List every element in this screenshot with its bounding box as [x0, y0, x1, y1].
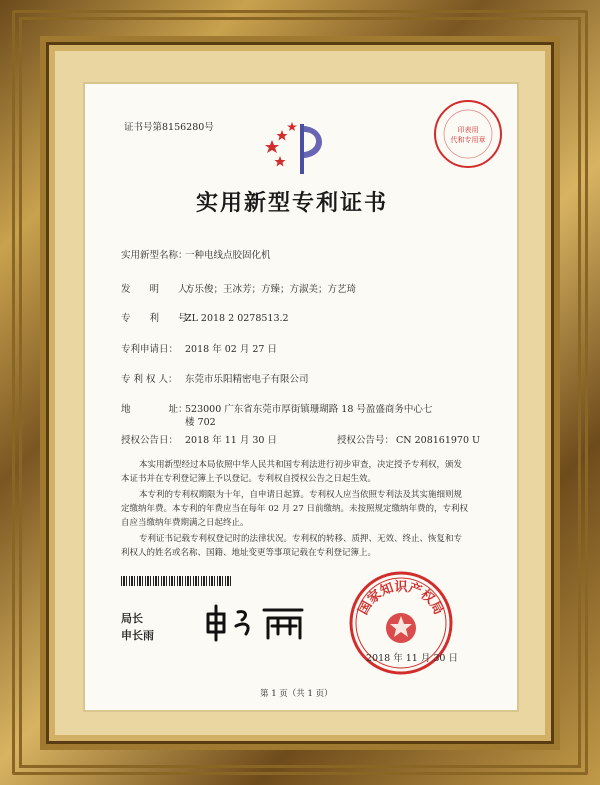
- grant-number-label: 授权公告号：: [337, 435, 395, 446]
- cnipa-logo-icon: [262, 118, 338, 178]
- svg-text:国家知识产权局: 国家知识产权局: [355, 580, 447, 618]
- inventor-label: 发 明 人：: [121, 284, 198, 295]
- body-text-line: 定缴纳年费。本专利的年费应当在每年 02 月 27 日前缴纳。未按照规定缴纳年费的，专利权: [121, 504, 468, 514]
- body-text-line: 本证书并在专利登记簿上予以登记。专利权自授权公告之日起生效。: [121, 474, 377, 484]
- filing-date-value: 2018 年 02 月 27 日: [185, 344, 277, 355]
- utility-name-value: 一种电线点胶固化机: [185, 250, 271, 261]
- certificate-number: 证书号第8156280号: [124, 122, 214, 133]
- address-label: 地 址：: [121, 404, 188, 415]
- page-footer: 第 1 页（共 1 页）: [260, 689, 333, 699]
- inventor-value: 方乐俊；王冰芳；方臻；方淑美；方艺琦: [185, 284, 357, 295]
- patentee-value: 东莞市乐阳精密电子有限公司: [185, 374, 309, 385]
- body-text-line: 专利证书记载专利权登记时的法律状况。专利权的转移、质押、无效、终止、恢复和专: [139, 534, 463, 544]
- grant-date-label: 授权公告日：: [121, 435, 179, 446]
- director-signature-icon: [202, 602, 312, 642]
- grant-number-value: CN 208161970 U: [396, 435, 481, 446]
- barcode: [121, 576, 231, 586]
- agency-seal-icon: [432, 98, 504, 170]
- body-text-line: 自应当缴纳年费期满之日起终止。: [121, 518, 249, 528]
- body-text-line: 本专利的专利权期限为十年，自申请日起算。专利权人应当依照专利法及其实施细则规: [139, 490, 463, 500]
- patentee-label: 专 利 权 人：: [121, 374, 178, 385]
- director-title: 局长: [121, 612, 143, 625]
- grant-date-value: 2018 年 11 月 30 日: [185, 435, 277, 446]
- address-line-1: 523000 广东省东莞市厚街镇珊瑚路 18 号盈盛商务中心七: [185, 404, 433, 415]
- utility-name-label: 实用新型名称：: [121, 250, 188, 261]
- patent-number-value: ZL 2018 2 0278513.2: [185, 313, 289, 324]
- patent-number-label: 专 利 号：: [121, 313, 198, 324]
- director-name: 申长雨: [121, 629, 154, 642]
- seal-date: 2018 年 11 月 30 日: [366, 653, 458, 664]
- certificate-title: 实用新型专利证书: [196, 190, 389, 216]
- svg-text:印表用: 印表用: [457, 126, 479, 134]
- svg-text:代和专用章: 代和专用章: [450, 136, 486, 144]
- body-text-line: 本实用新型经过本局依照中华人民共和国专利法进行初步审查，决定授予专利权，颁发: [139, 460, 463, 470]
- body-text-line: 利权人的姓名或名称、国籍、地址变更等事项记载在专利登记簿上。: [121, 548, 377, 558]
- filing-date-label: 专利申请日：: [121, 344, 179, 355]
- address-line-2: 楼 702: [185, 417, 216, 428]
